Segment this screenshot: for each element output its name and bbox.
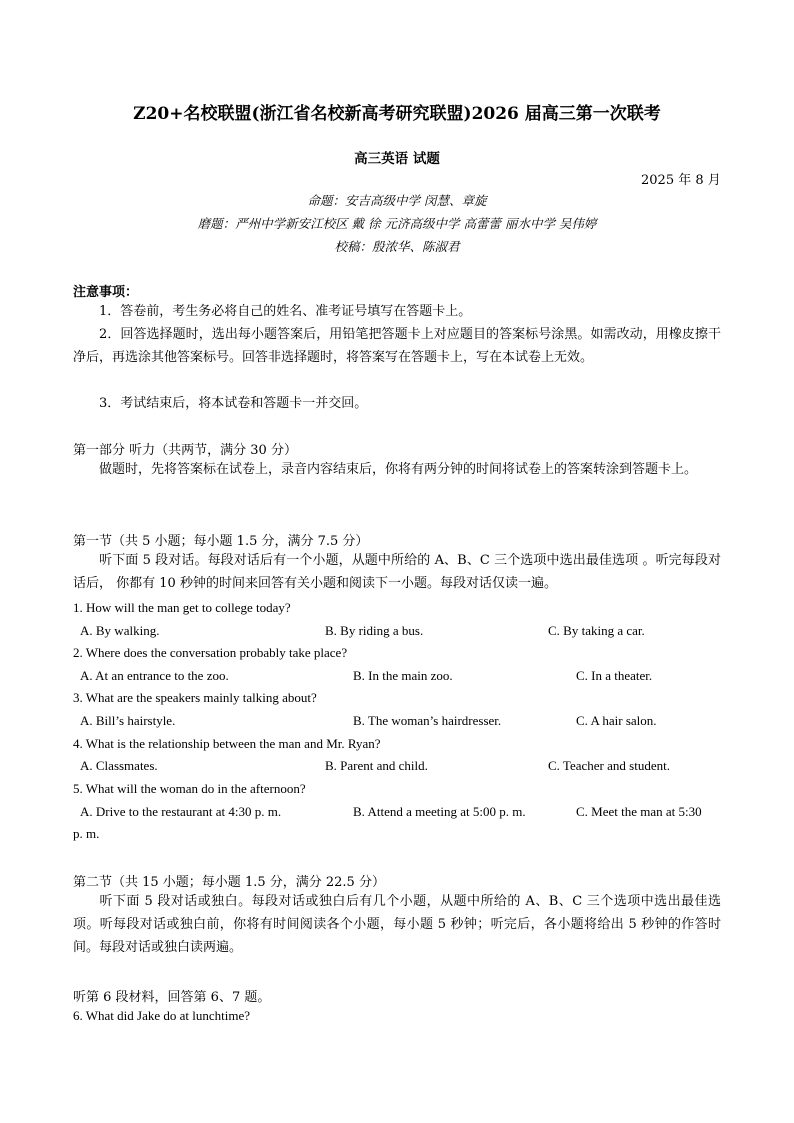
section2-heading: 第二节（共 15 小题；每小题 1.5 分，满分 22.5 分） — [73, 875, 385, 890]
question-5-option-a: A. Drive to the restaurant at 4:30 p. m. — [80, 804, 282, 819]
setters-credit: 命题：安吉高级中学 闵慧、章旋 — [307, 193, 487, 208]
section1-heading: 第一节（共 5 小题；每小题 1.5 分，满分 7.5 分） — [73, 534, 369, 549]
part1-heading: 第一部分 听力（共两节，满分 30 分） — [73, 443, 297, 458]
notice-item-3: 3．考试结束后，将本试卷和答题卡一并交回。 — [99, 396, 368, 411]
question-4-option-c: C. Teacher and student. — [548, 758, 670, 773]
exam-title: Z20+名校联盟(浙江省名校新高考研究联盟)2026 届高三第一次联考 — [133, 104, 661, 124]
reviewers-credit: 磨题：严州中学新安江校区 戴 徐 元济高级中学 高蕾蕾 丽水中学 吴伟婷 — [197, 216, 597, 231]
notice-heading: 注意事项： — [73, 285, 139, 300]
notice-item-1: 1．答卷前，考生务必将自己的姓名、准考证号填写在答题卡上。 — [99, 304, 472, 319]
question-5-option-c-wrap: p. m. — [73, 826, 100, 841]
question-4-option-b: B. Parent and child. — [325, 758, 428, 773]
question-3-option-a: A. Bill’s hairstyle. — [80, 713, 176, 728]
exam-subtitle: 高三英语 试题 — [354, 151, 440, 167]
question-5-option-b: B. Attend a meeting at 5:00 p. m. — [353, 804, 526, 819]
question-3-option-b: B. The woman’s hairdresser. — [353, 713, 502, 728]
proofreaders-credit: 校稿：殷浓华、陈淑君 — [334, 239, 460, 254]
exam-date: 2025 年 8 月 — [641, 173, 721, 188]
part1-intro: 做题时，先将答案标在试卷上，录音内容结束后，你将有两分钟的时间将试卷上的答案转涂到答题卡上。 — [99, 462, 698, 477]
question-1-option-b: B. By riding a bus. — [325, 623, 424, 638]
question-1: 1. How will the man get to college today? — [73, 600, 291, 615]
material-6-instruction: 听第 6 段材料，回答第 6、7 题。 — [73, 990, 271, 1005]
section2-intro: 听下面 5 段对话或独白。每段对话或独白后有几个小题，从题中所给的 A、B、C 三个选项中选出最佳选项。听每段对话或独白前，你将有时间阅读各个小题，每小题 5 秒钟；听完后，各小题将给出 5 秒钟的作答时间。每段对话或独白读两遍。 — [73, 894, 721, 955]
question-3-option-c: C. A hair salon. — [576, 713, 657, 728]
question-2-option-c: C. In a theater. — [576, 668, 653, 683]
question-5-option-c: C. Meet the man at 5:30 — [576, 804, 702, 819]
question-1-option-a: A. By walking. — [80, 623, 160, 638]
notice-item-2: 2．回答选择题时，选出每小题答案后，用铅笔把答题卡上对应题目的答案标号涂黑。如需改动，用橡皮擦干净后，再选涂其他答案标号。回答非选择题时，将答案写在答题卡上，写在本试卷上无效。 — [73, 327, 721, 365]
section1-intro: 听下面 5 段对话。每段对话后有一个小题，从题中所给的 A、B、C 三个选项中选出最佳选项 。听完每段对话后， 你都有 10 秒钟的时间来回答有关小题和阅读下一小题。每段对话仅读一遍。 — [73, 553, 721, 591]
question-2-option-b: B. In the main zoo. — [353, 668, 453, 683]
question-2: 2. Where does the conversation probably take place? — [73, 645, 348, 660]
question-2-option-a: A. At an entrance to the zoo. — [80, 668, 229, 683]
question-3: 3. What are the speakers mainly talking about? — [73, 690, 317, 705]
question-4-option-a: A. Classmates. — [80, 758, 158, 773]
question-5: 5. What will the woman do in the afternoon? — [73, 781, 306, 796]
question-1-option-c: C. By taking a car. — [548, 623, 645, 638]
question-4: 4. What is the relationship between the man and Mr. Ryan? — [73, 736, 381, 751]
question-6: 6. What did Jake do at lunchtime? — [73, 1008, 251, 1023]
